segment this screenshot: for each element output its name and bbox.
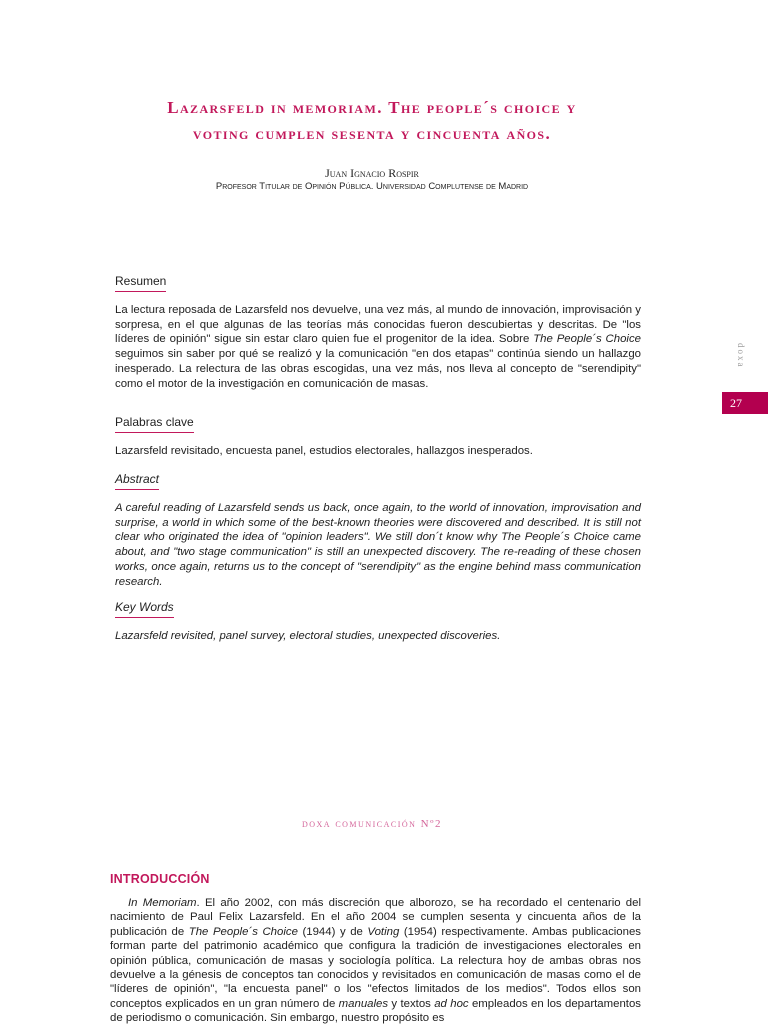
article-title <box>60 95 684 147</box>
key-words-heading: Key Words <box>115 600 174 618</box>
intro-text-2: (1944) y de <box>297 925 368 938</box>
intro-em-in-memoriam: In Memoriam <box>128 897 197 909</box>
journal-side-label: doxa <box>736 343 746 369</box>
intro-text-5: empleados en los departamentos de periodismo o comunicación. Sin embargo, nuestro propósito es <box>110 997 641 1025</box>
intro-em-peoples-choice: The People´s Choice <box>188 925 298 938</box>
resumen-text-part-1: La lectura reposada de Lazarsfeld nos devuelve, una vez más, al mundo de innovación, improvisación y sorpresa, en el que algunas de las teorías más conocidas fueron descubiertas y descritas. De "los líderes de opinión" sigue sin estar claro quien fue el progenitor de la idea. Sobre <box>115 304 641 346</box>
intro-em-manuales: manuales <box>338 997 389 1010</box>
author-affiliation: Profesor Titular de Opinión Pública. Universidad Complutense de Madrid <box>215 181 529 192</box>
resumen-title-reference: The People´s Choice <box>533 333 641 346</box>
intro-text-1: . El año 2002, con más discreción que alborozo, se ha recordado el centenario del nacimiento de Paul Felix Lazarsfeld. En el año 2004 se cumplen sesenta y cincuenta años de la publicación de <box>110 897 641 938</box>
journal-footer: doxa comunicación Nº2 <box>301 818 443 830</box>
intro-text-4: y textos <box>388 997 435 1010</box>
author-name: Juan Ignacio Rospir <box>325 166 419 180</box>
palabras-clave-heading: Palabras clave <box>115 415 194 433</box>
abstract-heading: Abstract <box>115 472 159 490</box>
title-line-1: Lazarsfeld in memoriam. The people´s choice y <box>167 98 577 117</box>
palabras-clave-text: Lazarsfeld revisitado, encuesta panel, estudios electorales, hallazgos inesperados. <box>115 445 533 457</box>
introduccion-text <box>110 896 641 1026</box>
resumen-text <box>115 303 641 391</box>
page-number: 27 <box>722 392 768 414</box>
resumen-heading: Resumen <box>115 274 166 292</box>
abstract-text: A careful reading of Lazarsfeld sends us back, once again, to the world of innovation, improvisation and surprise, a world in which some of the best-known theories were discovered and described. It is still not clear who originated the idea of "opinion leaders". We still don´t know why The People´s Choice came about, and "two stage communication" is still an unexpected discovery. The re-reading of these chosen works, once again, returns us to the concept of "serendipity" as the engine behind mass communication research. <box>115 502 641 588</box>
title-line-2: voting cumplen sesenta y cincuenta años. <box>192 124 552 143</box>
resumen-text-part-2: seguimos sin saber por qué se realizó y la comunicación "en dos etapas" continúa siendo un hallazgo inesperado. La relectura de las obras escogidas, una vez más, nos lleva al concepto de "serendipity" como el motor de la investigación en comunicación de masas. <box>115 348 641 390</box>
introduccion-heading: INTRODUCCIÓN <box>110 872 210 886</box>
intro-em-voting: Voting <box>367 925 400 938</box>
key-words-text: Lazarsfeld revisited, panel survey, electoral studies, unexpected discoveries. <box>115 630 501 642</box>
intro-text-3: (1954) respectivamente. Ambas publicaciones forman parte del patrimonio académico que configura la tradición de investigaciones electorales en opinión pública, comunicación de masas y sociología política. La relectura hoy de ambas obras nos devuelve a la génesis de conceptos tan conocidos y revisitados en comunicación de masas como el de "líderes de opinión", "la encuesta panel" o los "efectos limitados de los medios". Todos ellos son conceptos explicados en un gran número de <box>110 925 642 1010</box>
intro-em-ad-hoc: ad hoc <box>434 997 469 1010</box>
